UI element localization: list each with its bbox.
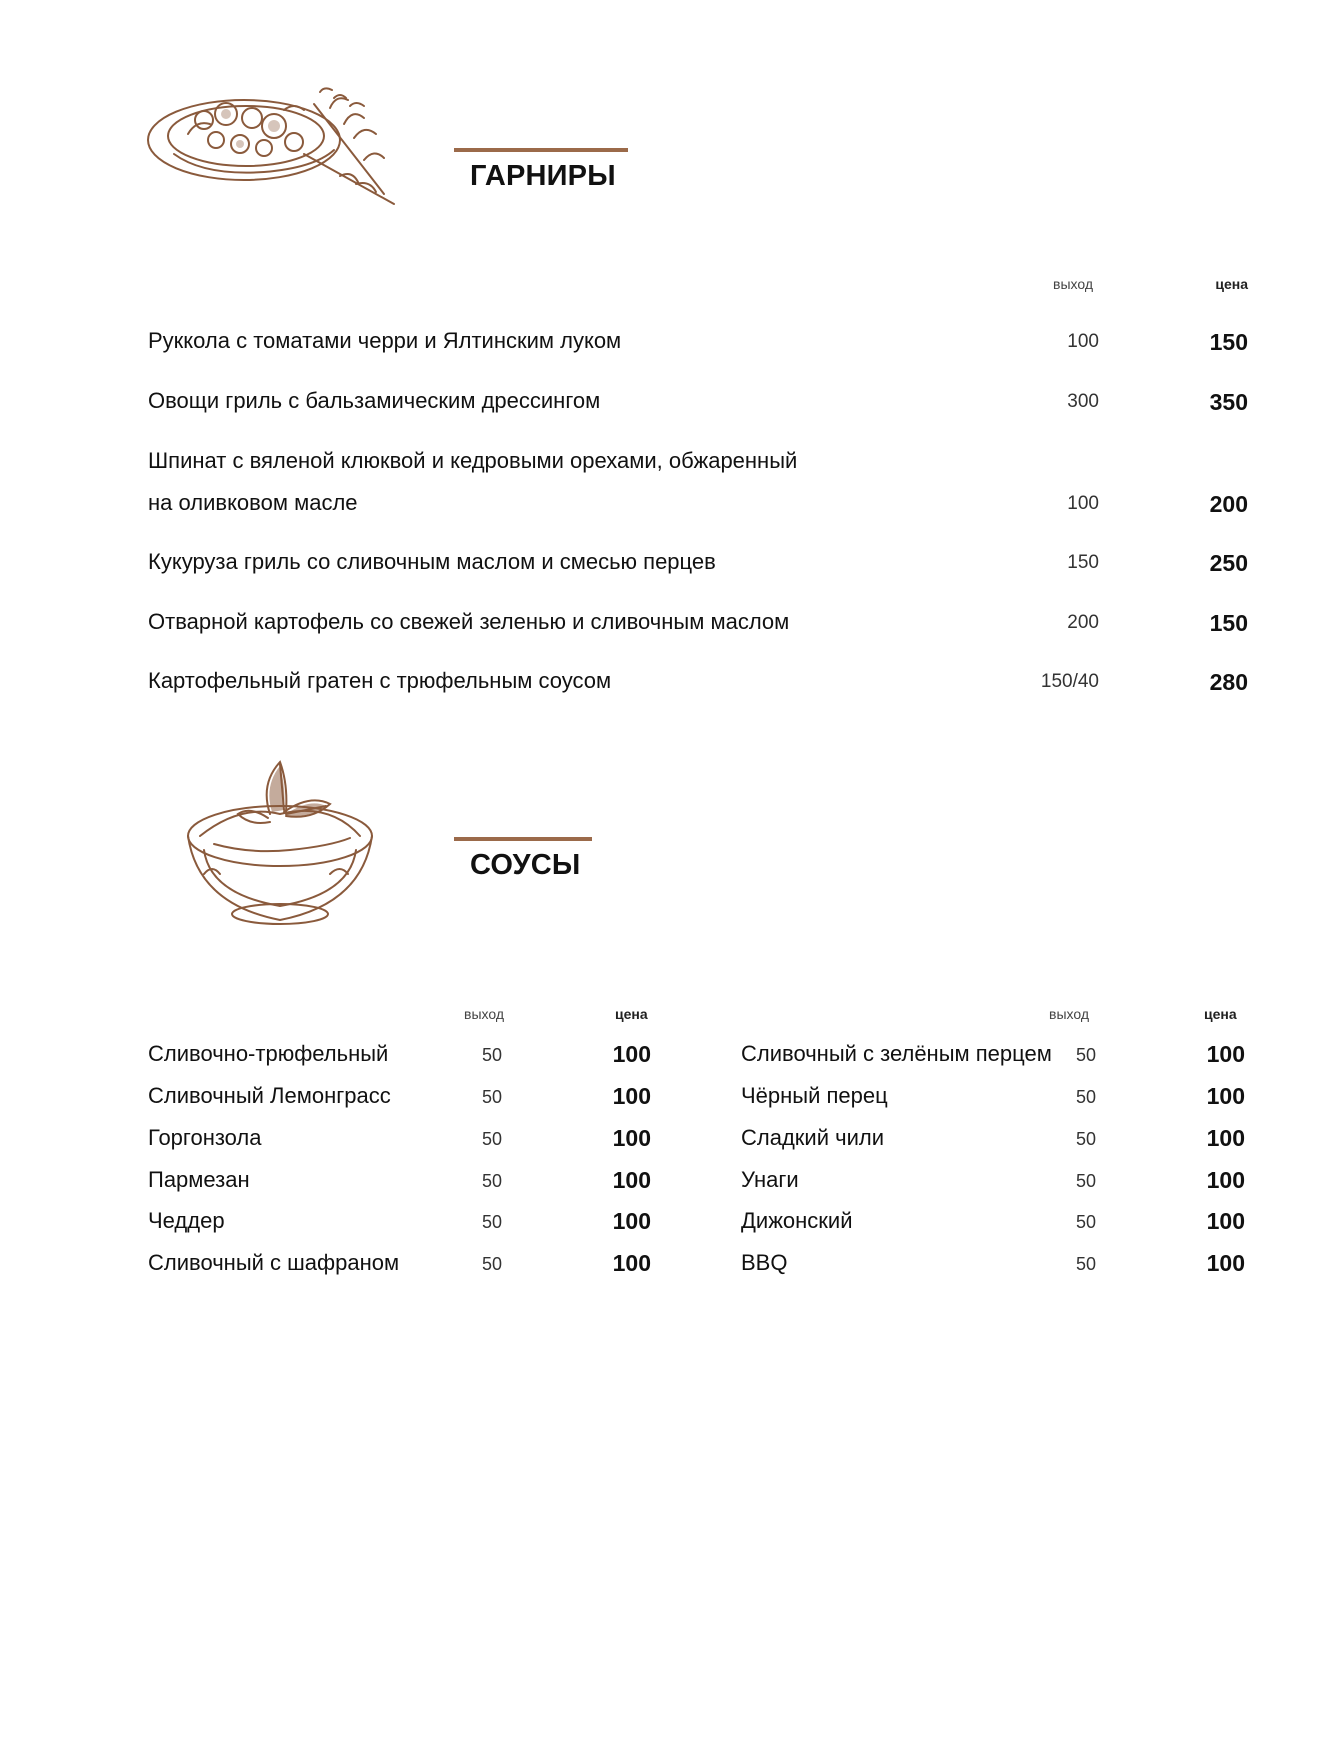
list-item	[741, 1167, 1245, 1197]
column-header-price: цена	[1215, 276, 1248, 292]
sauce-bowl-icon	[180, 754, 380, 934]
column-header-price: цена	[1204, 1006, 1237, 1022]
sauce-yield: 50	[482, 1087, 503, 1107]
sauce-price: 100	[1206, 1167, 1245, 1193]
column-header-price: цена	[615, 1006, 648, 1022]
sauce-price: 100	[612, 1125, 651, 1151]
menu-item-price: 350	[1209, 389, 1248, 415]
sauce-name: Пармезан	[148, 1167, 250, 1192]
sauce-yield: 50	[1076, 1129, 1097, 1149]
menu-item-yield: 200	[1067, 612, 1099, 633]
sauce-name: Сливочный с шафраном	[148, 1250, 400, 1275]
section-title: СОУСЫ	[470, 849, 581, 881]
sauce-price: 100	[1206, 1250, 1245, 1276]
menu-item-name-continued: на оливковом масле	[148, 490, 358, 515]
menu-item-name: Отварной картофель со свежей зеленью и сливочным маслом	[148, 609, 790, 634]
plate-with-vegetables-icon	[144, 84, 406, 214]
menu-item-price: 280	[1209, 669, 1248, 695]
sauce-price: 100	[612, 1167, 651, 1193]
menu-item	[148, 380, 1248, 422]
menu-item-name: Картофельный гратен с трюфельным соусом	[148, 668, 612, 693]
list-item	[148, 1167, 651, 1197]
sauce-price: 100	[612, 1041, 651, 1067]
list-item	[148, 1208, 651, 1238]
list-item	[741, 1083, 1245, 1113]
list-item	[148, 1041, 651, 1071]
menu-item-price: 150	[1209, 329, 1248, 355]
sauce-yield: 50	[1076, 1045, 1097, 1065]
sauce-name: Сливочно-трюфельный	[148, 1041, 389, 1066]
sauce-name: Сливочный Лемонграсс	[148, 1083, 391, 1108]
menu-item-yield: 300	[1067, 391, 1099, 412]
sauce-price: 100	[1206, 1041, 1245, 1067]
sauce-name: Чеддер	[148, 1208, 225, 1233]
list-item	[148, 1250, 651, 1280]
sauce-price: 100	[1206, 1125, 1245, 1151]
menu-item	[148, 541, 1248, 583]
sauce-price: 100	[612, 1208, 651, 1234]
menu-item-name: Овощи гриль с бальзамическим дрессингом	[148, 388, 601, 413]
sauce-yield: 50	[482, 1212, 503, 1232]
menu-item	[148, 320, 1248, 362]
list-item	[741, 1041, 1245, 1071]
list-item	[741, 1250, 1245, 1280]
menu-item-name: Шпинат с вяленой клюквой и кедровыми орехами, обжаренный	[148, 448, 798, 473]
column-header-yield: выход	[464, 1006, 504, 1022]
list-item	[741, 1125, 1245, 1155]
menu-item-yield: 100	[1067, 331, 1099, 352]
column-header-yield: выход	[1049, 1006, 1089, 1022]
column-header-yield: выход	[1053, 276, 1093, 292]
section-rule	[454, 148, 628, 152]
menu-item-yield: 100	[1067, 493, 1099, 514]
sauce-name: BBQ	[741, 1250, 788, 1275]
menu-item	[148, 660, 1248, 702]
list-item	[741, 1208, 1245, 1238]
section-rule	[454, 837, 592, 841]
sauce-yield: 50	[482, 1254, 503, 1274]
menu-item-yield: 150/40	[1040, 671, 1099, 692]
section-header-garnish	[454, 148, 628, 193]
sauce-name: Чёрный перец	[741, 1083, 888, 1108]
sauce-yield: 50	[1076, 1254, 1097, 1274]
menu-item-name: Руккола с томатами черри и Ялтинским луком	[148, 328, 622, 353]
sauce-name: Дижонский	[741, 1208, 853, 1233]
menu-item-price: 250	[1209, 550, 1248, 576]
sauce-price: 100	[612, 1083, 651, 1109]
list-item	[148, 1083, 651, 1113]
menu-item-price: 150	[1209, 610, 1248, 636]
menu-item	[148, 601, 1248, 643]
sauce-yield: 50	[1076, 1087, 1097, 1107]
menu-item-price: 200	[1209, 491, 1248, 517]
sauce-name: Сливочный с зелёным перцем	[741, 1041, 1052, 1066]
sauce-yield: 50	[482, 1129, 503, 1149]
menu-item	[148, 440, 1248, 524]
section-header-sauces	[454, 837, 592, 882]
sauce-name: Горгонзола	[148, 1125, 262, 1150]
sauce-name: Унаги	[741, 1167, 799, 1192]
list-item	[148, 1125, 651, 1155]
sauce-price: 100	[1206, 1083, 1245, 1109]
sauce-yield: 50	[1076, 1212, 1097, 1232]
menu-item-yield: 150	[1067, 552, 1099, 573]
sauce-price: 100	[612, 1250, 651, 1276]
menu-item-name: Кукуруза гриль со сливочным маслом и смесью перцев	[148, 549, 716, 574]
sauce-name: Сладкий чили	[741, 1125, 884, 1150]
sauce-yield: 50	[482, 1045, 503, 1065]
sauce-yield: 50	[1076, 1171, 1097, 1191]
sauce-yield: 50	[482, 1171, 503, 1191]
sauce-price: 100	[1206, 1208, 1245, 1234]
section-title: ГАРНИРЫ	[470, 160, 616, 192]
